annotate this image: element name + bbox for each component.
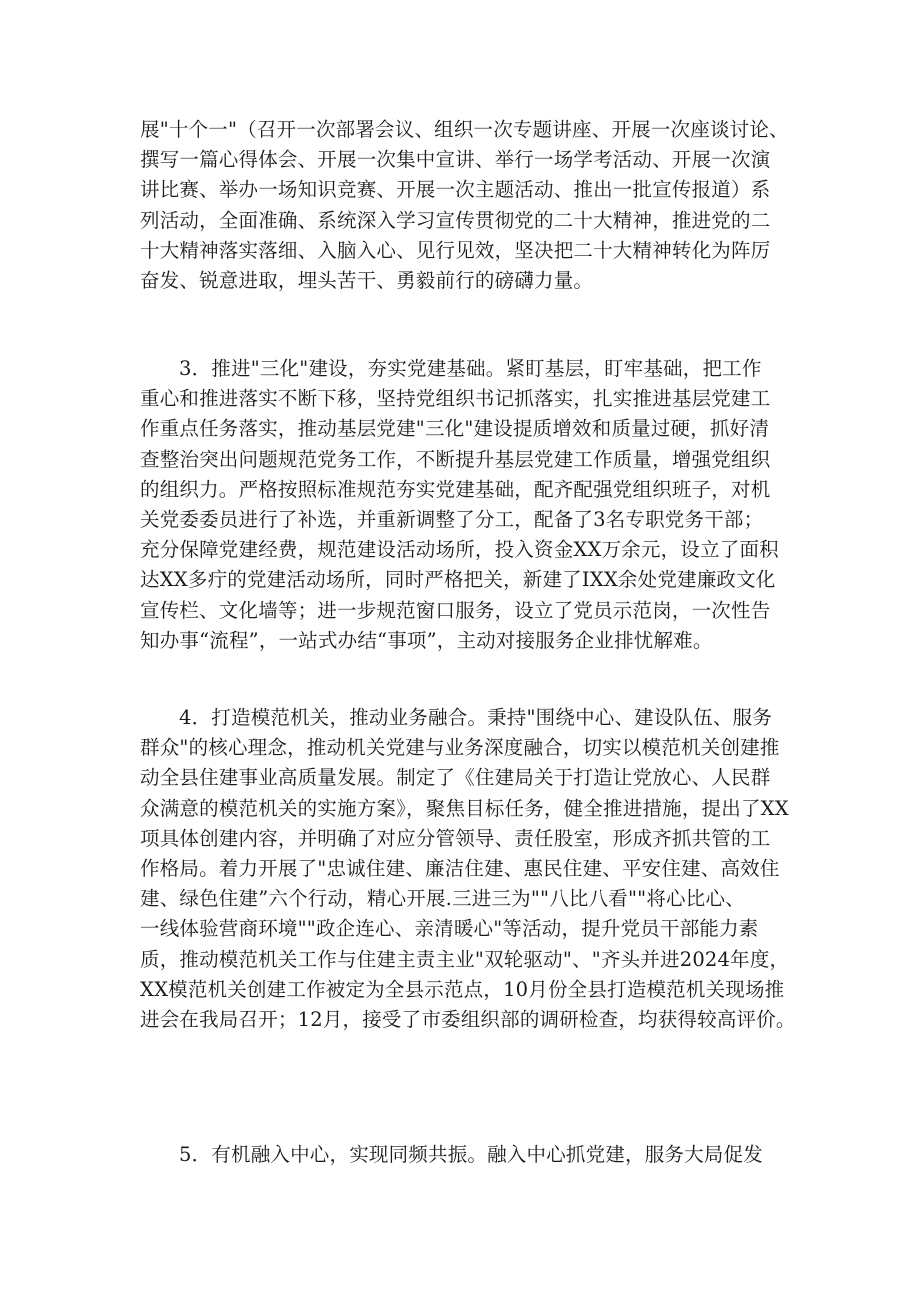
text-line: 作格局。着力开展了"忠诚住建、廉洁住建、惠民住建、平安住建、高效住 (140, 856, 780, 880)
text-line: 奋发、锐意进取，埋头苦干、勇毅前行的磅礴力量。 (140, 268, 594, 292)
text-line: 知办事“流程”，一站式办结“事项”，主动对接服务企业排忧解难。 (140, 628, 713, 652)
paragraph-continuation (140, 115, 790, 296)
text-line: 撰写一篇心得体会、开展一次集中宣讲、举行一场学考活动、开展一次演 (140, 148, 771, 172)
text-line: 群众"的核心理念，推动机关党建与业务深度融合，切实以模范机关创建推 (140, 736, 780, 760)
text-line: XX模范机关创建工作被定为全县示范点，10月份全县打造模范机关现场推 (140, 977, 785, 1001)
text-line: 列活动，全面准确、系统深入学习宣传贯彻党的二十大精神，推进党的二 (140, 208, 771, 232)
paragraph-item-5 (140, 1140, 790, 1170)
paragraph-item-3 (140, 354, 790, 656)
text-line: 动全县住建事业高质量发展。制定了《住建局关于打造让党放心、人民群 (140, 766, 771, 790)
text-line: 展"十个一"（召开一次部署会议、组织一次专题讲座、开展一次座谈讨论、 (140, 118, 789, 141)
text-line: 的组织力。严格按照标准规范夯实党建基础，配齐配强党组织班子，对机 (140, 477, 771, 501)
text-line: 众满意的模范机关的实施方案》，聚焦目标任务，健全推进措施，提出了XX (140, 796, 789, 820)
text-line: 重心和推进落实不断下移，坚持党组织书记抓落实，扎实推进基层党建工 (140, 387, 771, 411)
text-line: 达XX多疔的党建活动场所，同时严格把关，新建了IXX余处党建廉政文化 (140, 568, 776, 592)
text-line: 质，推动模范机关工作与住建主责主业"双轮驱动"、"齐头并进2024年度， (140, 947, 790, 971)
text-line: 宣传栏、文化墙等；进一步规范窗口服务，设立了党员示范岗，一次性告 (140, 598, 771, 622)
text-line: 充分保障党建经费，规范建设活动场所，投入资金XX万余元，设立了面积 (140, 538, 779, 562)
text-line: 查整治突出问题规范党务工作，不断提升基层党建工作质量，增强党组织 (140, 447, 771, 471)
text-line: 讲比赛、举办一场知识竞赛、开展一次主题活动、推出一批宣传报道）系 (140, 178, 771, 202)
text-line: 建、绿色住建”六个行动，精心开展.三进三为""八比八看""将心比心、 (140, 887, 745, 911)
text-line: 关党委委员进行了补选，并重新调整了分工，配备了3名专职党务干部； (140, 507, 764, 531)
text-line: 作重点任务落实，推动基层党建"三化"建设提质增效和质量过硬，抓好清 (140, 417, 770, 441)
text-line: 5．有机融入中心，实现同频共振。融入中心抓党建，服务大局促发 (179, 1143, 763, 1166)
text-line: 4．打造模范机关，推动业务融合。秉持"围绕中心、建设队伍、服务 (179, 706, 773, 729)
text-line: 3．推进"三化"建设，夯实党建基础。紧盯基层，盯牢基础，把工作 (179, 357, 762, 380)
text-line: 一线体验营商环境""政企连心、亲清暖心"等活动，提升党员干部能力素 (140, 917, 759, 941)
paragraph-item-4 (140, 703, 796, 1035)
text-line: 项具体创建内容，并明确了对应分管领导、责任股室，形成齐抓共管的工 (140, 826, 771, 850)
text-line: 进会在我局召开；12月，接受了市委组织部的调研检查，均获得较高评价。 (140, 1007, 796, 1031)
text-line: 十大精神落实落细、入脑入心、见行见效，坚决把二十大精神转化为阵厉 (140, 238, 771, 262)
